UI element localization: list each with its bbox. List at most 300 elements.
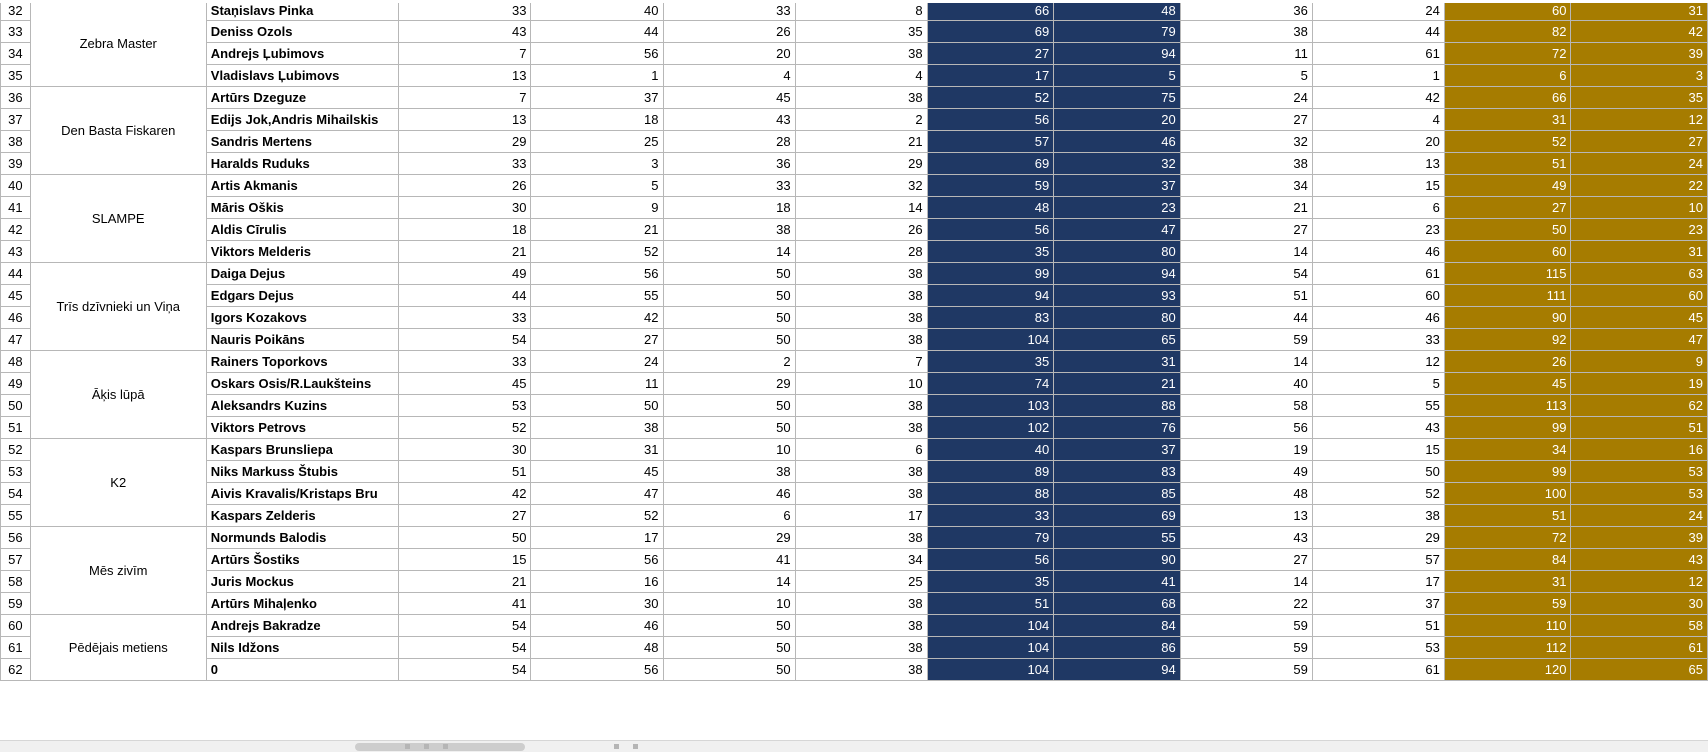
score-cell[interactable]: 7 — [399, 43, 531, 65]
rank-cell[interactable]: 38 — [1312, 505, 1444, 527]
score-cell[interactable]: 18 — [531, 109, 663, 131]
total-gold-cell[interactable]: 45 — [1571, 307, 1708, 329]
total-gold-cell[interactable]: 19 — [1571, 373, 1708, 395]
total-blue-cell[interactable]: 83 — [927, 307, 1054, 329]
total-gold-cell[interactable]: 51 — [1444, 505, 1571, 527]
score-cell[interactable]: 2 — [795, 109, 927, 131]
total-gold-cell[interactable]: 113 — [1444, 395, 1571, 417]
total-gold-cell[interactable]: 72 — [1444, 527, 1571, 549]
row-header[interactable]: 38 — [1, 131, 31, 153]
player-name-cell[interactable]: Kaspars Brunsliepa — [206, 439, 399, 461]
total-blue-cell[interactable]: 94 — [1054, 43, 1181, 65]
total-blue-cell[interactable]: 104 — [927, 637, 1054, 659]
row-header[interactable]: 52 — [1, 439, 31, 461]
score-cell[interactable]: 2 — [663, 351, 795, 373]
table-row[interactable] — [1, 571, 1708, 593]
rank-cell[interactable]: 33 — [1312, 329, 1444, 351]
row-header[interactable]: 50 — [1, 395, 31, 417]
score-cell[interactable]: 29 — [663, 527, 795, 549]
score-cell[interactable]: 10 — [663, 593, 795, 615]
rank-cell[interactable]: 38 — [1180, 21, 1312, 43]
rank-cell[interactable]: 6 — [1312, 197, 1444, 219]
total-blue-cell[interactable]: 17 — [927, 65, 1054, 87]
rank-cell[interactable]: 24 — [1180, 87, 1312, 109]
score-cell[interactable]: 38 — [795, 329, 927, 351]
score-cell[interactable]: 56 — [531, 549, 663, 571]
total-gold-cell[interactable]: 45 — [1444, 373, 1571, 395]
score-cell[interactable]: 38 — [795, 527, 927, 549]
total-blue-cell[interactable]: 48 — [1054, 1, 1181, 21]
score-cell[interactable]: 50 — [399, 527, 531, 549]
rank-cell[interactable]: 20 — [1312, 131, 1444, 153]
row-header[interactable]: 35 — [1, 65, 31, 87]
table-row[interactable] — [1, 285, 1708, 307]
total-blue-cell[interactable]: 90 — [1054, 549, 1181, 571]
score-cell[interactable]: 50 — [531, 395, 663, 417]
score-cell[interactable]: 21 — [795, 131, 927, 153]
total-blue-cell[interactable]: 94 — [1054, 659, 1181, 681]
total-blue-cell[interactable]: 37 — [1054, 175, 1181, 197]
table-row[interactable] — [1, 21, 1708, 43]
rank-cell[interactable]: 54 — [1180, 263, 1312, 285]
total-gold-cell[interactable]: 60 — [1444, 241, 1571, 263]
total-gold-cell[interactable]: 60 — [1571, 285, 1708, 307]
total-gold-cell[interactable]: 84 — [1444, 549, 1571, 571]
rank-cell[interactable]: 22 — [1180, 593, 1312, 615]
score-cell[interactable]: 38 — [795, 285, 927, 307]
player-name-cell[interactable]: Andrejs Ļubimovs — [206, 43, 399, 65]
total-gold-cell[interactable]: 34 — [1444, 439, 1571, 461]
total-blue-cell[interactable]: 80 — [1054, 241, 1181, 263]
score-cell[interactable]: 18 — [663, 197, 795, 219]
total-gold-cell[interactable]: 42 — [1571, 21, 1708, 43]
rank-cell[interactable]: 58 — [1180, 395, 1312, 417]
row-header[interactable]: 33 — [1, 21, 31, 43]
score-cell[interactable]: 38 — [795, 307, 927, 329]
total-gold-cell[interactable]: 24 — [1571, 153, 1708, 175]
score-cell[interactable]: 50 — [663, 659, 795, 681]
score-cell[interactable]: 44 — [531, 21, 663, 43]
rank-cell[interactable]: 14 — [1180, 241, 1312, 263]
row-header[interactable]: 34 — [1, 43, 31, 65]
score-cell[interactable]: 52 — [531, 241, 663, 263]
score-cell[interactable]: 16 — [531, 571, 663, 593]
total-gold-cell[interactable]: 43 — [1571, 549, 1708, 571]
score-cell[interactable]: 33 — [399, 1, 531, 21]
rank-cell[interactable]: 27 — [1180, 549, 1312, 571]
score-cell[interactable]: 38 — [531, 417, 663, 439]
score-cell[interactable]: 50 — [663, 417, 795, 439]
score-cell[interactable]: 38 — [795, 395, 927, 417]
table-row[interactable] — [1, 109, 1708, 131]
team-name-cell[interactable]: K2 — [30, 439, 206, 527]
scrollbar-thumb[interactable] — [355, 743, 525, 751]
total-gold-cell[interactable]: 72 — [1444, 43, 1571, 65]
total-blue-cell[interactable]: 52 — [927, 87, 1054, 109]
score-cell[interactable]: 38 — [795, 615, 927, 637]
total-gold-cell[interactable]: 100 — [1444, 483, 1571, 505]
total-blue-cell[interactable]: 74 — [927, 373, 1054, 395]
total-gold-cell[interactable]: 22 — [1571, 175, 1708, 197]
score-cell[interactable]: 44 — [399, 285, 531, 307]
table-row[interactable] — [1, 461, 1708, 483]
score-cell[interactable]: 41 — [663, 549, 795, 571]
score-cell[interactable]: 56 — [531, 263, 663, 285]
total-blue-cell[interactable]: 94 — [1054, 263, 1181, 285]
score-cell[interactable]: 56 — [531, 43, 663, 65]
score-cell[interactable]: 50 — [663, 307, 795, 329]
rank-cell[interactable]: 29 — [1312, 527, 1444, 549]
table-row[interactable] — [1, 549, 1708, 571]
score-cell[interactable]: 46 — [663, 483, 795, 505]
total-blue-cell[interactable]: 33 — [927, 505, 1054, 527]
rank-cell[interactable]: 40 — [1180, 373, 1312, 395]
score-cell[interactable]: 36 — [663, 153, 795, 175]
rank-cell[interactable]: 34 — [1180, 175, 1312, 197]
total-gold-cell[interactable]: 12 — [1571, 109, 1708, 131]
rank-cell[interactable]: 51 — [1312, 615, 1444, 637]
total-gold-cell[interactable]: 110 — [1444, 615, 1571, 637]
total-gold-cell[interactable]: 82 — [1444, 21, 1571, 43]
score-cell[interactable]: 38 — [795, 593, 927, 615]
total-blue-cell[interactable]: 83 — [1054, 461, 1181, 483]
total-gold-cell[interactable]: 120 — [1444, 659, 1571, 681]
score-cell[interactable]: 34 — [795, 549, 927, 571]
table-row[interactable] — [1, 65, 1708, 87]
score-cell[interactable]: 38 — [795, 417, 927, 439]
score-cell[interactable]: 43 — [399, 21, 531, 43]
rank-cell[interactable]: 48 — [1180, 483, 1312, 505]
total-blue-cell[interactable]: 79 — [927, 527, 1054, 549]
team-name-cell[interactable]: Mēs zivīm — [30, 527, 206, 615]
row-header[interactable]: 54 — [1, 483, 31, 505]
rank-cell[interactable]: 17 — [1312, 571, 1444, 593]
score-cell[interactable]: 40 — [531, 1, 663, 21]
rank-cell[interactable]: 1 — [1312, 65, 1444, 87]
score-cell[interactable]: 10 — [663, 439, 795, 461]
total-blue-cell[interactable]: 102 — [927, 417, 1054, 439]
rank-cell[interactable]: 49 — [1180, 461, 1312, 483]
score-cell[interactable]: 33 — [399, 351, 531, 373]
table-row[interactable] — [1, 395, 1708, 417]
total-blue-cell[interactable]: 59 — [927, 175, 1054, 197]
total-blue-cell[interactable]: 56 — [927, 549, 1054, 571]
total-blue-cell[interactable]: 5 — [1054, 65, 1181, 87]
team-name-cell[interactable]: Āķis lūpā — [30, 351, 206, 439]
score-cell[interactable]: 30 — [399, 197, 531, 219]
total-gold-cell[interactable]: 60 — [1444, 1, 1571, 21]
score-cell[interactable]: 27 — [399, 505, 531, 527]
score-cell[interactable]: 30 — [531, 593, 663, 615]
row-header[interactable]: 59 — [1, 593, 31, 615]
score-cell[interactable]: 28 — [795, 241, 927, 263]
rank-cell[interactable]: 24 — [1312, 1, 1444, 21]
rank-cell[interactable]: 53 — [1312, 637, 1444, 659]
total-gold-cell[interactable]: 111 — [1444, 285, 1571, 307]
total-blue-cell[interactable]: 93 — [1054, 285, 1181, 307]
total-gold-cell[interactable]: 66 — [1444, 87, 1571, 109]
score-cell[interactable]: 10 — [795, 373, 927, 395]
score-cell[interactable]: 25 — [531, 131, 663, 153]
score-cell[interactable]: 30 — [399, 439, 531, 461]
score-cell[interactable]: 14 — [795, 197, 927, 219]
player-name-cell[interactable]: Artūrs Dzeguze — [206, 87, 399, 109]
score-cell[interactable]: 26 — [663, 21, 795, 43]
score-cell[interactable]: 17 — [531, 527, 663, 549]
total-blue-cell[interactable]: 104 — [927, 659, 1054, 681]
score-cell[interactable]: 14 — [663, 571, 795, 593]
score-cell[interactable]: 14 — [663, 241, 795, 263]
total-blue-cell[interactable]: 76 — [1054, 417, 1181, 439]
total-gold-cell[interactable]: 50 — [1444, 219, 1571, 241]
total-gold-cell[interactable]: 9 — [1571, 351, 1708, 373]
rank-cell[interactable]: 37 — [1312, 593, 1444, 615]
rank-cell[interactable]: 42 — [1312, 87, 1444, 109]
total-blue-cell[interactable]: 69 — [927, 153, 1054, 175]
score-cell[interactable]: 54 — [399, 659, 531, 681]
player-name-cell[interactable]: Rainers Toporkovs — [206, 351, 399, 373]
row-header[interactable]: 58 — [1, 571, 31, 593]
score-cell[interactable]: 33 — [663, 175, 795, 197]
score-cell[interactable]: 38 — [795, 659, 927, 681]
total-blue-cell[interactable]: 46 — [1054, 131, 1181, 153]
score-cell[interactable]: 13 — [399, 109, 531, 131]
rank-cell[interactable]: 13 — [1180, 505, 1312, 527]
table-row[interactable] — [1, 373, 1708, 395]
total-gold-cell[interactable]: 49 — [1444, 175, 1571, 197]
player-name-cell[interactable]: Vladislavs Ļubimovs — [206, 65, 399, 87]
score-cell[interactable]: 29 — [399, 131, 531, 153]
total-gold-cell[interactable]: 10 — [1571, 197, 1708, 219]
score-cell[interactable]: 56 — [531, 659, 663, 681]
table-row[interactable] — [1, 615, 1708, 637]
total-blue-cell[interactable]: 32 — [1054, 153, 1181, 175]
total-gold-cell[interactable]: 62 — [1571, 395, 1708, 417]
total-gold-cell[interactable]: 51 — [1571, 417, 1708, 439]
rank-cell[interactable]: 51 — [1180, 285, 1312, 307]
total-blue-cell[interactable]: 35 — [927, 241, 1054, 263]
rank-cell[interactable]: 38 — [1180, 153, 1312, 175]
total-blue-cell[interactable]: 56 — [927, 109, 1054, 131]
score-cell[interactable]: 54 — [399, 637, 531, 659]
table-row[interactable] — [1, 263, 1708, 285]
total-gold-cell[interactable]: 26 — [1444, 351, 1571, 373]
total-gold-cell[interactable]: 53 — [1571, 483, 1708, 505]
score-cell[interactable]: 50 — [663, 637, 795, 659]
score-cell[interactable]: 18 — [399, 219, 531, 241]
rank-cell[interactable]: 59 — [1180, 329, 1312, 351]
score-cell[interactable]: 3 — [531, 153, 663, 175]
total-gold-cell[interactable]: 99 — [1444, 417, 1571, 439]
player-name-cell[interactable]: Artūrs Šostiks — [206, 549, 399, 571]
table-row[interactable] — [1, 241, 1708, 263]
total-blue-cell[interactable]: 69 — [927, 21, 1054, 43]
total-blue-cell[interactable]: 84 — [1054, 615, 1181, 637]
total-gold-cell[interactable]: 65 — [1571, 659, 1708, 681]
total-blue-cell[interactable]: 88 — [927, 483, 1054, 505]
table-row[interactable] — [1, 659, 1708, 681]
rank-cell[interactable]: 27 — [1180, 219, 1312, 241]
score-cell[interactable]: 20 — [663, 43, 795, 65]
score-cell[interactable]: 50 — [663, 263, 795, 285]
rank-cell[interactable]: 12 — [1312, 351, 1444, 373]
rank-cell[interactable]: 56 — [1180, 417, 1312, 439]
score-cell[interactable]: 9 — [531, 197, 663, 219]
total-blue-cell[interactable]: 80 — [1054, 307, 1181, 329]
total-blue-cell[interactable]: 57 — [927, 131, 1054, 153]
total-blue-cell[interactable]: 23 — [1054, 197, 1181, 219]
table-row[interactable] — [1, 219, 1708, 241]
score-cell[interactable]: 38 — [795, 263, 927, 285]
score-cell[interactable]: 8 — [795, 1, 927, 21]
row-header[interactable]: 32 — [1, 1, 31, 21]
rank-cell[interactable]: 61 — [1312, 263, 1444, 285]
player-name-cell[interactable]: Viktors Melderis — [206, 241, 399, 263]
table-row[interactable] — [1, 593, 1708, 615]
rank-cell[interactable]: 52 — [1312, 483, 1444, 505]
total-blue-cell[interactable]: 104 — [927, 615, 1054, 637]
score-cell[interactable]: 15 — [399, 549, 531, 571]
score-cell[interactable]: 38 — [663, 461, 795, 483]
total-blue-cell[interactable]: 68 — [1054, 593, 1181, 615]
rank-cell[interactable]: 23 — [1312, 219, 1444, 241]
score-cell[interactable]: 25 — [795, 571, 927, 593]
rank-cell[interactable]: 44 — [1312, 21, 1444, 43]
player-name-cell[interactable]: Andrejs Bakradze — [206, 615, 399, 637]
score-cell[interactable]: 26 — [795, 219, 927, 241]
table-row[interactable] — [1, 505, 1708, 527]
total-gold-cell[interactable]: 52 — [1444, 131, 1571, 153]
score-cell[interactable]: 1 — [531, 65, 663, 87]
row-header[interactable]: 45 — [1, 285, 31, 307]
total-gold-cell[interactable]: 31 — [1444, 571, 1571, 593]
table-row[interactable] — [1, 439, 1708, 461]
rank-cell[interactable]: 59 — [1180, 637, 1312, 659]
total-gold-cell[interactable]: 90 — [1444, 307, 1571, 329]
total-blue-cell[interactable]: 35 — [927, 351, 1054, 373]
row-header[interactable]: 55 — [1, 505, 31, 527]
score-cell[interactable]: 54 — [399, 615, 531, 637]
rank-cell[interactable]: 32 — [1180, 131, 1312, 153]
row-header[interactable]: 46 — [1, 307, 31, 329]
rank-cell[interactable]: 14 — [1180, 351, 1312, 373]
horizontal-scrollbar[interactable] — [0, 740, 1708, 752]
player-name-cell[interactable]: Igors Kozakovs — [206, 307, 399, 329]
player-name-cell[interactable]: Sandris Mertens — [206, 131, 399, 153]
rank-cell[interactable]: 15 — [1312, 175, 1444, 197]
row-header[interactable]: 49 — [1, 373, 31, 395]
total-blue-cell[interactable]: 94 — [927, 285, 1054, 307]
player-name-cell[interactable]: 0 — [206, 659, 399, 681]
score-cell[interactable]: 11 — [531, 373, 663, 395]
player-name-cell[interactable]: Edijs Jok,Andris Mihailskis — [206, 109, 399, 131]
total-gold-cell[interactable]: 53 — [1571, 461, 1708, 483]
player-name-cell[interactable]: Kaspars Zelderis — [206, 505, 399, 527]
total-blue-cell[interactable]: 86 — [1054, 637, 1181, 659]
total-gold-cell[interactable]: 27 — [1571, 131, 1708, 153]
rank-cell[interactable]: 59 — [1180, 659, 1312, 681]
total-blue-cell[interactable]: 35 — [927, 571, 1054, 593]
total-blue-cell[interactable]: 89 — [927, 461, 1054, 483]
total-blue-cell[interactable]: 69 — [1054, 505, 1181, 527]
player-name-cell[interactable]: Daiga Dejus — [206, 263, 399, 285]
rank-cell[interactable]: 46 — [1312, 307, 1444, 329]
rank-cell[interactable]: 11 — [1180, 43, 1312, 65]
row-header[interactable]: 51 — [1, 417, 31, 439]
score-cell[interactable]: 31 — [531, 439, 663, 461]
row-header[interactable]: 56 — [1, 527, 31, 549]
score-cell[interactable]: 42 — [399, 483, 531, 505]
score-cell[interactable]: 52 — [399, 417, 531, 439]
total-gold-cell[interactable]: 115 — [1444, 263, 1571, 285]
row-header[interactable]: 61 — [1, 637, 31, 659]
player-name-cell[interactable]: Staņislavs Pinka — [206, 1, 399, 21]
score-cell[interactable]: 29 — [795, 153, 927, 175]
rank-cell[interactable]: 5 — [1312, 373, 1444, 395]
score-cell[interactable]: 45 — [531, 461, 663, 483]
rank-cell[interactable]: 27 — [1180, 109, 1312, 131]
player-name-cell[interactable]: Aldis Cīrulis — [206, 219, 399, 241]
table-row[interactable] — [1, 1, 1708, 21]
score-cell[interactable]: 21 — [399, 241, 531, 263]
player-name-cell[interactable]: Niks Markuss Štubis — [206, 461, 399, 483]
total-blue-cell[interactable]: 79 — [1054, 21, 1181, 43]
row-header[interactable]: 37 — [1, 109, 31, 131]
score-cell[interactable]: 55 — [531, 285, 663, 307]
score-cell[interactable]: 33 — [663, 1, 795, 21]
score-cell[interactable]: 5 — [531, 175, 663, 197]
player-name-cell[interactable]: Edgars Dejus — [206, 285, 399, 307]
player-name-cell[interactable]: Nauris Poikāns — [206, 329, 399, 351]
rank-cell[interactable]: 43 — [1180, 527, 1312, 549]
score-cell[interactable]: 27 — [531, 329, 663, 351]
total-blue-cell[interactable]: 65 — [1054, 329, 1181, 351]
total-blue-cell[interactable]: 37 — [1054, 439, 1181, 461]
team-name-cell[interactable]: Pēdējais metiens — [30, 615, 206, 681]
total-gold-cell[interactable]: 16 — [1571, 439, 1708, 461]
table-row[interactable] — [1, 351, 1708, 373]
total-gold-cell[interactable]: 51 — [1444, 153, 1571, 175]
score-cell[interactable]: 50 — [663, 329, 795, 351]
total-gold-cell[interactable]: 59 — [1444, 593, 1571, 615]
table-row[interactable] — [1, 307, 1708, 329]
rank-cell[interactable]: 55 — [1312, 395, 1444, 417]
table-row[interactable] — [1, 527, 1708, 549]
team-name-cell[interactable]: Zebra Master — [30, 1, 206, 87]
score-cell[interactable]: 42 — [531, 307, 663, 329]
total-gold-cell[interactable]: 31 — [1571, 241, 1708, 263]
score-cell[interactable]: 48 — [531, 637, 663, 659]
total-gold-cell[interactable]: 3 — [1571, 65, 1708, 87]
table-row[interactable] — [1, 417, 1708, 439]
row-header[interactable]: 60 — [1, 615, 31, 637]
score-cell[interactable]: 21 — [531, 219, 663, 241]
total-blue-cell[interactable]: 103 — [927, 395, 1054, 417]
score-cell[interactable]: 6 — [795, 439, 927, 461]
score-cell[interactable]: 24 — [531, 351, 663, 373]
rank-cell[interactable]: 44 — [1180, 307, 1312, 329]
rank-cell[interactable]: 43 — [1312, 417, 1444, 439]
table-row[interactable] — [1, 483, 1708, 505]
score-cell[interactable]: 49 — [399, 263, 531, 285]
score-cell[interactable]: 50 — [663, 285, 795, 307]
row-header[interactable]: 44 — [1, 263, 31, 285]
score-cell[interactable]: 6 — [663, 505, 795, 527]
total-gold-cell[interactable]: 31 — [1444, 109, 1571, 131]
total-blue-cell[interactable]: 27 — [927, 43, 1054, 65]
score-cell[interactable]: 38 — [795, 87, 927, 109]
score-cell[interactable]: 46 — [531, 615, 663, 637]
